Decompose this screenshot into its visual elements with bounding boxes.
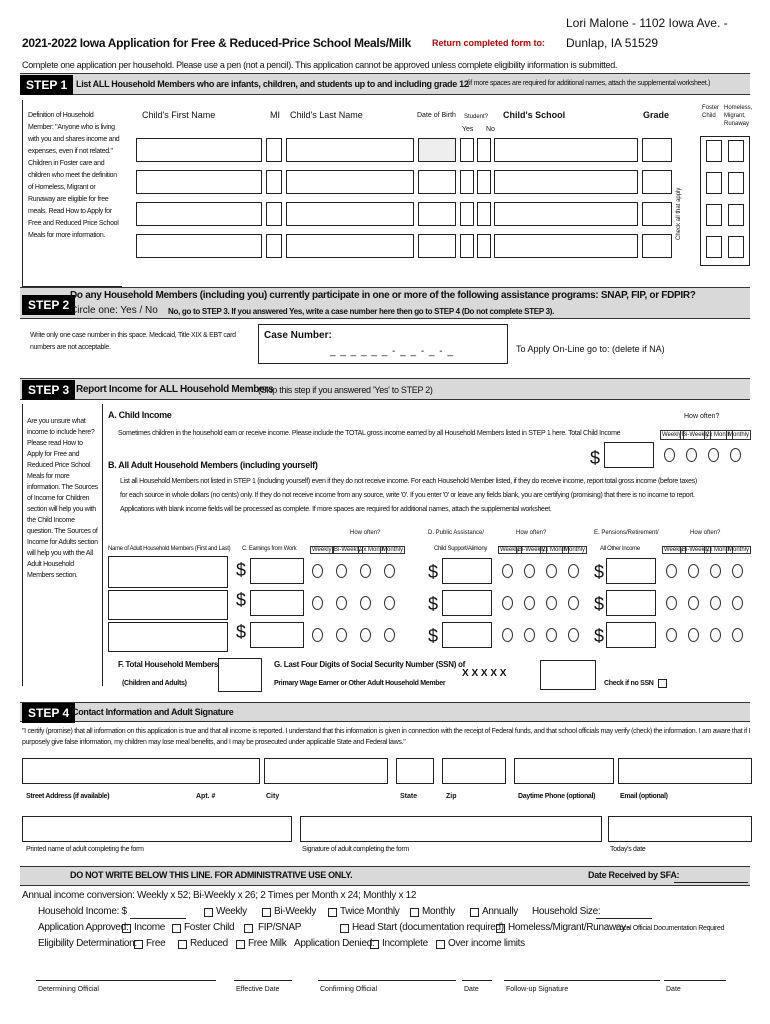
- app-approved-label: Application Approved:: [38, 922, 129, 933]
- d-oval-2d[interactable]: [568, 596, 579, 610]
- household-income-label: Household Income: $: [38, 906, 127, 917]
- sig-date-1: Date: [464, 986, 479, 993]
- d-oval-3b[interactable]: [524, 628, 535, 642]
- step3-label: STEP 3: [22, 380, 75, 400]
- ssn-masked: X X X X X: [462, 668, 507, 679]
- phone-input[interactable]: [514, 758, 614, 784]
- c-oval-2a[interactable]: [312, 596, 323, 610]
- sig-determining: Determining Official: [38, 986, 99, 993]
- freq-d-2x: 2x Month: [542, 547, 567, 553]
- other-income-2[interactable]: [606, 590, 656, 616]
- c-oval-2b[interactable]: [336, 596, 347, 610]
- other-income-1[interactable]: [606, 558, 656, 584]
- earnings-3[interactable]: [250, 622, 304, 648]
- foster-check-2[interactable]: [706, 172, 722, 194]
- freq-c-monthly: Monthly: [382, 547, 404, 553]
- el-free: Free: [146, 938, 166, 949]
- signature-input[interactable]: [300, 816, 602, 842]
- city-label: City: [266, 793, 280, 800]
- step2-label: STEP 2: [22, 295, 75, 315]
- sig-date-2: Date: [666, 986, 681, 993]
- aa-fip: FIP/SNAP: [258, 922, 302, 933]
- e-oval-2b[interactable]: [688, 596, 699, 610]
- step1-label: STEP 1: [20, 75, 73, 95]
- adult-name-2[interactable]: [108, 590, 228, 620]
- e-oval-2d[interactable]: [732, 596, 743, 610]
- step4-label: STEP 4: [22, 703, 75, 723]
- step4-title: Contact Information and Adult Signature: [72, 707, 234, 717]
- c-oval-1d[interactable]: [384, 564, 395, 578]
- freq-2xmonth-a: 2x Month: [706, 432, 731, 438]
- aa-headstart-check[interactable]: [340, 924, 349, 933]
- child-first-name-1[interactable]: [136, 138, 262, 162]
- earnings-2[interactable]: [250, 590, 304, 616]
- instructions: Complete one application per household. Please use a pen (not a pencil). This application cannot be approved unless complete eligibility information is submitted.: [22, 60, 618, 70]
- el-reduced-check[interactable]: [178, 940, 187, 949]
- step1-title-note: (if more spaces are required for additional names, attach the supplemental worksheet.): [467, 80, 711, 87]
- child-school-3[interactable]: [494, 202, 638, 226]
- child-school-2[interactable]: [494, 170, 638, 194]
- student-yes-3[interactable]: [460, 202, 474, 226]
- total-members-sub: (Children and Adults): [122, 680, 187, 687]
- aa-foster: Foster Child: [184, 922, 235, 933]
- date-received-label: Date Received by SFA:: [588, 870, 680, 880]
- adult-text-1: List all Household Members not listed in STEP 1 (including yourself) even if they do not receive income. For each Household Member listed, if they do receive income, report total gross income (before taxes): [120, 478, 697, 485]
- ssn-last-four[interactable]: [540, 660, 596, 690]
- aa-income: Income: [134, 922, 165, 933]
- foster-check-3[interactable]: [706, 204, 722, 226]
- adult-name-3[interactable]: [108, 622, 228, 652]
- step2-question: Do any Household Members (including you) currently participate in one or more of the following assistance programs: SNAP, FIP, or FDPIR?: [70, 290, 696, 301]
- hi-weekly-check[interactable]: [204, 908, 213, 917]
- return-name: Lori Malone - 1102 Iowa Ave. -: [566, 16, 728, 30]
- hi-annually: Annually: [482, 906, 518, 917]
- e-oval-2c[interactable]: [710, 596, 721, 610]
- child-income-text: Sometimes children in the household earn or receive income. Please include the TOTAL gross income earned by all Household Members listed in STEP 1 here. Total Child Income: [118, 430, 621, 437]
- freq-oval-biweekly[interactable]: [686, 448, 697, 462]
- no-ssn-label: Check if no SSN: [604, 680, 654, 687]
- d-oval-2b[interactable]: [524, 596, 535, 610]
- child-mi-4[interactable]: [266, 234, 282, 258]
- public-assistance-3[interactable]: [442, 622, 492, 648]
- child-dob-3[interactable]: [418, 202, 456, 226]
- zip-input[interactable]: [442, 758, 506, 784]
- d-oval-3c[interactable]: [546, 628, 557, 642]
- student-yes-2[interactable]: [460, 170, 474, 194]
- aa-homeless: Homeless/Migrant/Runaway-: [508, 922, 629, 933]
- freq-monthly-a: Monthly: [728, 432, 750, 438]
- adult-text-2: for each source in whole dollars (no cents) only. If they do not receive income from any source, write '0'. If you enter '0' or leave any fields blank, you are certifying (promising) that there is no income to report.: [120, 492, 695, 499]
- aa-fip-check[interactable]: [244, 924, 253, 933]
- hi-annually-check[interactable]: [470, 908, 479, 917]
- child-dob-1[interactable]: [418, 138, 456, 162]
- d-oval-3d[interactable]: [568, 628, 579, 642]
- freq-e-monthly: Monthly: [728, 547, 750, 553]
- student-no-2[interactable]: [477, 170, 491, 194]
- eligibility-label: Eligibility Determination:: [38, 938, 137, 949]
- student-no-4[interactable]: [477, 234, 491, 258]
- d-oval-1d[interactable]: [568, 564, 579, 578]
- sig-effective-date: Effective Date: [236, 986, 280, 993]
- col-grade: Grade: [643, 110, 670, 120]
- child-last-name-3[interactable]: [286, 202, 414, 226]
- freq-oval-2x[interactable]: [708, 448, 719, 462]
- return-city: Dunlap, IA 51529: [566, 36, 659, 50]
- e-oval-3c[interactable]: [710, 628, 721, 642]
- return-label: Return completed form to:: [432, 38, 546, 48]
- denied-label: Application Denied:: [294, 938, 375, 949]
- col-other-income: All Other Income: [600, 546, 640, 552]
- homeless-check-1[interactable]: [728, 140, 744, 162]
- phone-label: Daytime Phone (optional): [518, 793, 596, 800]
- aa-headstart: Head Start (documentation required): [352, 922, 504, 933]
- child-first-name-2[interactable]: [136, 170, 262, 194]
- hi-weekly: Weekly: [216, 906, 247, 917]
- e-oval-3d[interactable]: [732, 628, 743, 642]
- freq-c-2x: 2x Month: [360, 547, 385, 553]
- col-school: Child's School: [503, 110, 566, 120]
- adult-members-title: B. All Adult Household Members (including yourself): [108, 460, 318, 470]
- freq-oval-weekly[interactable]: [664, 448, 675, 462]
- c-oval-3a[interactable]: [312, 628, 323, 642]
- public-assistance-1[interactable]: [442, 558, 492, 584]
- student-no-1[interactable]: [477, 138, 491, 162]
- child-mi-2[interactable]: [266, 170, 282, 194]
- child-grade-4[interactable]: [642, 234, 672, 258]
- printed-name-input[interactable]: [22, 816, 292, 842]
- freq-oval-monthly[interactable]: [730, 448, 741, 462]
- child-grade-1[interactable]: [642, 138, 672, 162]
- e-oval-3b[interactable]: [688, 628, 699, 642]
- ssn-label: G. Last Four Digits of Social Security Number (SSN) of: [274, 660, 465, 669]
- child-grade-2[interactable]: [642, 170, 672, 194]
- c-oval-1c[interactable]: [360, 564, 371, 578]
- d-oval-1a[interactable]: [502, 564, 513, 578]
- child-dob-2[interactable]: [418, 170, 456, 194]
- e-oval-1b[interactable]: [688, 564, 699, 578]
- child-income-title: A. Child Income: [108, 410, 172, 420]
- sig-followup: Follow-up Signature: [506, 986, 569, 993]
- aa-income-check[interactable]: [122, 924, 131, 933]
- col-dob: Date of Birth: [417, 112, 456, 119]
- aa-homeless-check[interactable]: [496, 924, 505, 933]
- apt-label: Apt. #: [196, 793, 216, 800]
- today-date-input[interactable]: [608, 816, 752, 842]
- col-yes: Yes: [462, 126, 474, 133]
- dn-over: Over income limits: [448, 938, 525, 949]
- hi-monthly: Monthly: [422, 906, 455, 917]
- dn-incomplete-check[interactable]: [370, 940, 379, 949]
- c-oval-3c[interactable]: [360, 628, 371, 642]
- adult-name-1[interactable]: [108, 556, 228, 588]
- other-income-3[interactable]: [606, 622, 656, 648]
- freq-biweekly-a: Bi-Weekly: [682, 432, 709, 438]
- how-often-c: How often?: [350, 530, 381, 536]
- write-one-note: Write only one case number in this space. Medicaid, Title XIX & EBT card numbers are not acceptable.: [30, 332, 236, 351]
- c-oval-1a[interactable]: [312, 564, 323, 578]
- c-oval-2c[interactable]: [360, 596, 371, 610]
- adult-text-3: Applications with blank income fields will be processed as complete. If more spaces are required for additional names, attach the supplemental worksheet.: [120, 506, 552, 513]
- d-oval-1c[interactable]: [546, 564, 557, 578]
- hi-twice: Twice Monthly: [340, 906, 400, 917]
- how-often-d: How often?: [516, 530, 547, 536]
- child-mi-1[interactable]: [266, 138, 282, 162]
- child-school-1[interactable]: [494, 138, 638, 162]
- zip-label: Zip: [446, 793, 457, 800]
- e-oval-2a[interactable]: [666, 596, 677, 610]
- child-last-name-4[interactable]: [286, 234, 414, 258]
- col-homeless: Homeless, Migrant, Runaway: [724, 105, 753, 127]
- e-oval-1c[interactable]: [710, 564, 721, 578]
- check-all-note: Check all that apply: [676, 187, 682, 240]
- admin-banner: DO NOT WRITE BELOW THIS LINE. FOR ADMINISTRATIVE USE ONLY.: [70, 870, 353, 880]
- dn-incomplete: Incomplete: [382, 938, 428, 949]
- printed-name-label: Printed name of adult completing the form: [26, 846, 144, 853]
- homeless-check-3[interactable]: [728, 204, 744, 226]
- aa-homeless-note: Local Official Documentation Required: [616, 925, 725, 932]
- step1-title: List ALL Household Members who are infants, children, and students up to and including grade 12: [76, 79, 469, 89]
- total-members-label: F. Total Household Members: [118, 660, 219, 669]
- child-first-name-4[interactable]: [136, 234, 262, 258]
- ssn-sub: Primary Wage Earner or Other Adult Household Member: [274, 680, 446, 687]
- state-label: State: [400, 793, 418, 800]
- child-first-name-3[interactable]: [136, 202, 262, 226]
- step3-title-note: (Skip this step if you answered 'Yes' to STEP 2): [258, 385, 433, 395]
- total-members-box[interactable]: [218, 658, 262, 692]
- how-often-e: How often?: [690, 530, 721, 536]
- certify-text: "I certify (promise) that all information on this application is true and that all income is reported. I understand that this information is given in connection with the receipt of Federal funds, and that school officials may verify (check) the information. I am aware that if I purposely give false information, my children may lose meal benefits, and I may be prosecuted under applicable State and Federal laws.": [22, 728, 751, 746]
- case-number-blank: _ _ _ _ _ _ - _ _ - _ - _: [330, 346, 454, 357]
- child-mi-3[interactable]: [266, 202, 282, 226]
- col-last-name: Child's Last Name: [290, 110, 363, 120]
- d-oval-2a[interactable]: [502, 596, 513, 610]
- public-assistance-2[interactable]: [442, 590, 492, 616]
- e-oval-3a[interactable]: [666, 628, 677, 642]
- household-size-label: Household Size:: [532, 906, 601, 917]
- child-school-4[interactable]: [494, 234, 638, 258]
- hi-biweekly-check[interactable]: [262, 908, 271, 917]
- email-input[interactable]: [618, 758, 752, 784]
- d-oval-3a[interactable]: [502, 628, 513, 642]
- freq-c-weekly: Weekly: [312, 547, 332, 553]
- no-ssn-checkbox[interactable]: [658, 679, 667, 688]
- online-apply: To Apply On-Line go to: (delete if NA): [516, 344, 665, 354]
- hi-biweekly: Bi-Weekly: [274, 906, 317, 917]
- student-yes-1[interactable]: [460, 138, 474, 162]
- child-dob-4[interactable]: [418, 234, 456, 258]
- how-often-a: How often?: [684, 413, 720, 420]
- d-oval-1b[interactable]: [524, 564, 535, 578]
- foster-check-4[interactable]: [706, 236, 722, 258]
- child-grade-3[interactable]: [642, 202, 672, 226]
- aa-foster-check[interactable]: [172, 924, 181, 933]
- child-last-name-2[interactable]: [286, 170, 414, 194]
- col-adult-name: Name of Adult Household Members (First and Last): [108, 546, 231, 552]
- circle-yes-no[interactable]: Circle one: Yes / No: [70, 305, 158, 316]
- col-pensions: E. Pensions/Retirement/: [594, 530, 659, 536]
- col-foster: Foster Child: [702, 105, 720, 119]
- freq-e-2x: 2x Month: [706, 547, 731, 553]
- today-label: Today's date: [610, 846, 646, 853]
- state-input[interactable]: [396, 758, 434, 784]
- freq-c-biweekly: Bi-Weekly: [334, 547, 361, 553]
- el-freemilk: Free Milk: [248, 938, 287, 949]
- freq-d-biweekly: Bi-Weekly: [518, 547, 545, 553]
- c-oval-3b[interactable]: [336, 628, 347, 642]
- student-no-3[interactable]: [477, 202, 491, 226]
- earnings-1[interactable]: [250, 558, 304, 584]
- c-oval-2d[interactable]: [384, 596, 395, 610]
- signature-label: Signature of adult completing the form: [302, 846, 409, 853]
- student-yes-4[interactable]: [460, 234, 474, 258]
- freq-e-biweekly: Bi-Weekly: [682, 547, 709, 553]
- el-free-check[interactable]: [134, 940, 143, 949]
- col-student: Student?: [464, 114, 489, 120]
- homeless-check-4[interactable]: [728, 236, 744, 258]
- col-no: No: [486, 126, 495, 133]
- dn-over-check[interactable]: [436, 940, 445, 949]
- apt-city-input[interactable]: [264, 758, 388, 784]
- d-oval-2c[interactable]: [546, 596, 557, 610]
- sig-confirming: Confirming Official: [320, 986, 378, 993]
- freq-d-monthly: Monthly: [564, 547, 586, 553]
- email-label: Email (optional): [620, 793, 668, 800]
- income-help-sidebar: Are you unsure what income to include here? Please read How to Apply for Free and Reduced Price School Meals for more information. The Sources of Income for Children section will help you with the Child Income question. The Sources of Income for Adults section will help you with the All Adult Household Members section.: [27, 418, 98, 579]
- col-child-support: Child Support/Alimony: [434, 546, 488, 552]
- col-first-name: Child's First Name: [142, 110, 216, 120]
- freq-e-weekly: Weekly: [664, 547, 684, 553]
- c-oval-1b[interactable]: [336, 564, 347, 578]
- form-title: 2021-2022 Iowa Application for Free & Reduced-Price School Meals/Milk: [22, 36, 411, 50]
- el-reduced: Reduced: [190, 938, 228, 949]
- freq-d-weekly: Weekly: [500, 547, 520, 553]
- col-mi: MI: [270, 110, 280, 120]
- street-label: Street Address (if available): [26, 793, 110, 800]
- freq-weekly-a: Weekly: [662, 432, 682, 438]
- hi-twice-check[interactable]: [328, 908, 337, 917]
- street-input[interactable]: [22, 758, 260, 784]
- child-last-name-1[interactable]: [286, 138, 414, 162]
- income-conversion: Annual income conversion: Weekly x 52; Bi-Weekly x 26; 2 Times per Month x 24; Monthly x 12: [22, 890, 417, 901]
- household-definition: Definition of Household Member: "Anyone who is living with you and shares income and expenses, even if not related." Children in Foster care and children who meet the definition of Homeless, Migrant or Runaway are eligible for free meals. Read How to Apply for Free and Reduced Price School Meals for more information.: [28, 112, 120, 239]
- step3-title: Report Income for ALL Household Members: [76, 384, 274, 395]
- step2-no-text: No, go to STEP 3. If you answered Yes, write a case number here then go to STEP 4 (Do not complete STEP 3).: [168, 307, 555, 316]
- child-income-amount[interactable]: [604, 442, 654, 468]
- foster-check-1[interactable]: [706, 140, 722, 162]
- dollar-sign: $: [590, 448, 601, 468]
- hi-monthly-check[interactable]: [410, 908, 419, 917]
- e-oval-1a[interactable]: [666, 564, 677, 578]
- case-number-label: Case Number:: [264, 330, 332, 341]
- homeless-check-2[interactable]: [728, 172, 744, 194]
- el-freemilk-check[interactable]: [236, 940, 245, 949]
- e-oval-1d[interactable]: [732, 564, 743, 578]
- c-oval-3d[interactable]: [384, 628, 395, 642]
- col-public-assistance: D. Public Assistance/: [428, 530, 485, 536]
- col-earnings: C. Earnings from Work: [242, 546, 297, 552]
